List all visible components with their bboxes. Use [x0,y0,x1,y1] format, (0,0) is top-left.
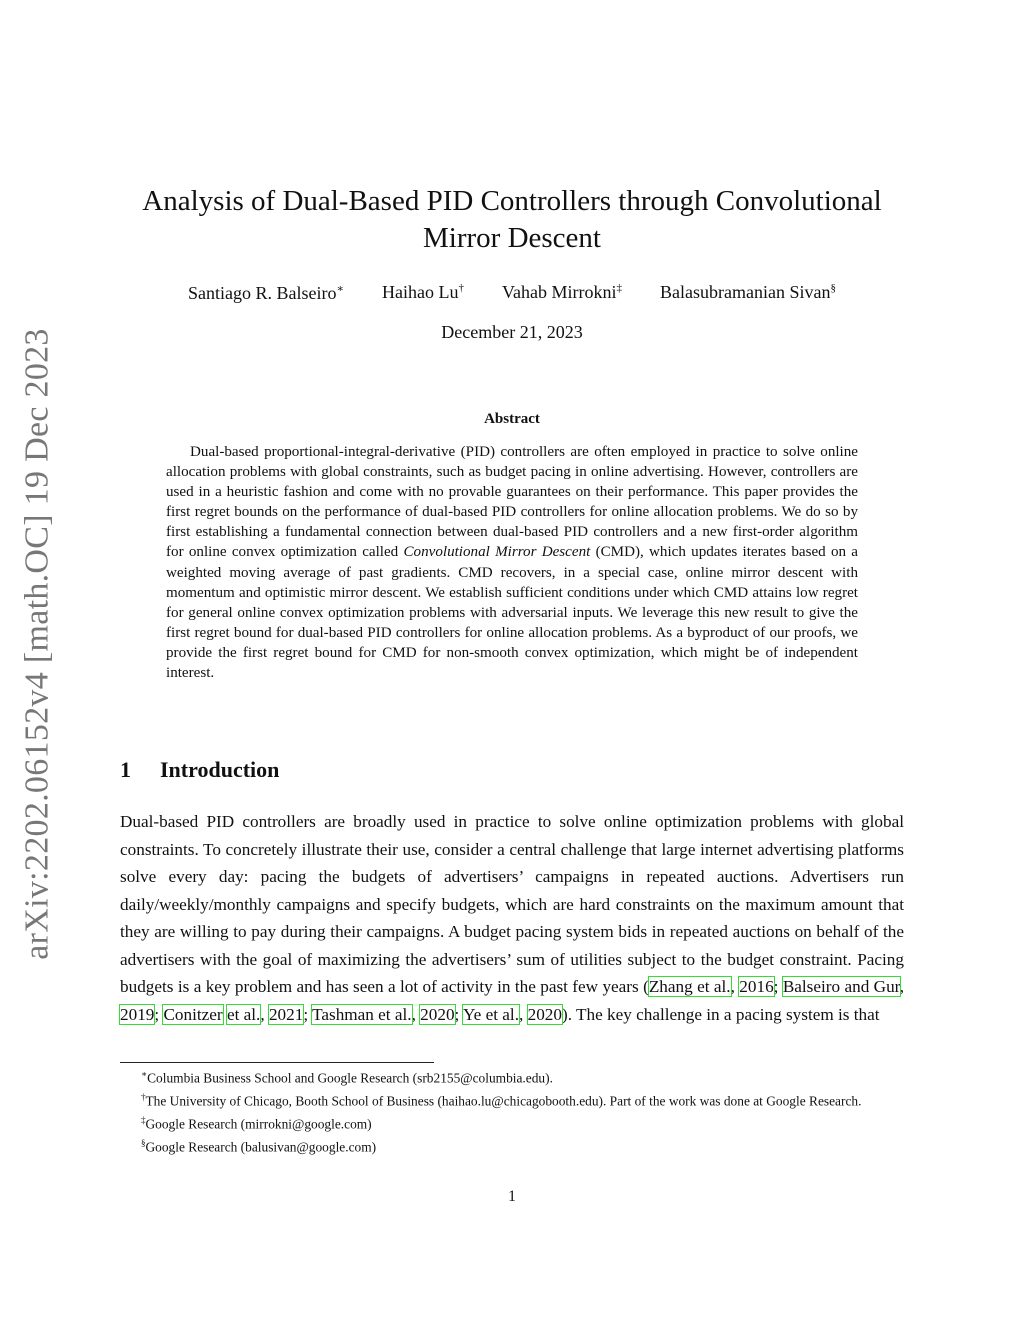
citation-link[interactable]: 2016 [739,977,774,996]
section-heading-introduction [120,757,279,783]
author: Santiago R. Balseiro∗ [188,283,345,303]
author-list [100,282,924,304]
arxiv-sidebar [10,330,66,958]
footnote-mark[interactable]: § [830,282,836,294]
footnote: †The University of Chicago, Booth School of Business (haihao.lu@chicagobooth.edu). Part of the work was done at Google Research. [141,1091,862,1109]
footnote-mark[interactable]: † [458,282,464,294]
abstract-text: Dual-based proportional-integral-derivative (PID) controllers are often employed in practice to solve online allocation problems with global constraints, such as budget pacing in online advertising. However, controllers are used in a heuristic fashion and come with no provable guarantees on their performance. This paper provides the first regret bounds on the performance of dual-based PID controllers for online allocation problems. We do so by first establishing a fundamental connection between dual-based PID controllers and a new first-order algorithm for online convex optimization called Convolutional Mirror Descent (CMD), which updates iterates based on a weighted moving average of past gradients. CMD recovers, in a special case, online mirror descent with momentum and optimistic mirror descent. We establish sufficient conditions under which CMD attains low regret for general online convex optimization problems with adversarial inputs. We leverage this new result to give the first regret bound for dual-based PID controllers for online allocation problems. As a byproduct of our proofs, we provide the first regret bound for CMD for non-smooth convex optimization, which might be of independent interest. [166,444,858,682]
footnote: §Google Research (balusivan@google.com) [141,1137,377,1155]
footnotes [120,1065,904,1157]
citation-link[interactable]: Tashman et al. [312,1004,412,1024]
citation-link[interactable]: 2020 [527,1004,562,1024]
citation-link[interactable]: Conitzer [163,1004,223,1024]
paper-title-line-2: Mirror Descent [423,222,601,254]
paper-title [100,183,924,257]
publication-date: December 21, 2023 [441,322,583,342]
page-number: 1 [508,1188,516,1205]
citation-link[interactable]: 2021 [268,1004,304,1024]
author: Balasubramanian Sivan§ [659,282,836,302]
citation-link[interactable]: 2019 [120,1004,155,1024]
citation-link[interactable]: Zhang et al. [648,977,731,996]
footnote-mark[interactable]: ‡ [616,282,622,294]
footnote: ‡Google Research (mirrokni@google.com) [141,1114,372,1132]
footnote-divider [120,1062,434,1063]
citation-link[interactable]: et al. [226,1004,261,1024]
section-title: Introduction [160,757,280,782]
introduction-paragraph: Dual-based PID controllers are broadly used in practice to solve online optimization problems with global constraints. To concretely illustrate their use, consider a central challenge that large internet advertising platforms solve every day: pacing the budgets of advertisers’ campaigns in repeated auctions. Advertisers run daily/weekly/monthly campaigns and specify budgets, which are hard constraints on the maximum amount that they are willing to pay during their campaigns. A budget pacing system bids in repeated auctions on behalf of the advertisers with the goal of maximizing the advertisers’ sum of utilities subject to the budget constraint. Pacing budgets is a key problem and has seen a lot of activity in the past few years (Zhang et al., 2016; Balseiro and Gur, 2019; Conitzer et al., 2021; Tashman et al., 2020; Ye et al., 2020). The key challenge in a pacing system is that [120,812,905,1024]
footnote: ∗Columbia Business School and Google Research (srb2155@columbia.edu). [141,1069,553,1086]
section-number: 1 [120,757,131,782]
footnote-mark[interactable]: ∗ [336,283,345,295]
citation-link[interactable]: Ye et al. [462,1004,520,1024]
arxiv-identifier: arXiv:2202.06152v4 [math.OC] 19 Dec 2023 [19,328,56,960]
author: Vahab Mirrokni‡ [502,282,622,302]
abstract-heading: Abstract [484,411,540,427]
method-name-emphasis: Convolutional Mirror Descent [403,544,591,561]
author: Haihao Lu† [382,282,464,302]
citation-link[interactable]: Balseiro and Gur [782,977,900,996]
citation-link[interactable]: 2020 [420,1004,455,1024]
paper-title-line-1: Analysis of Dual-Based PID Controllers through Convolutional [142,185,882,217]
